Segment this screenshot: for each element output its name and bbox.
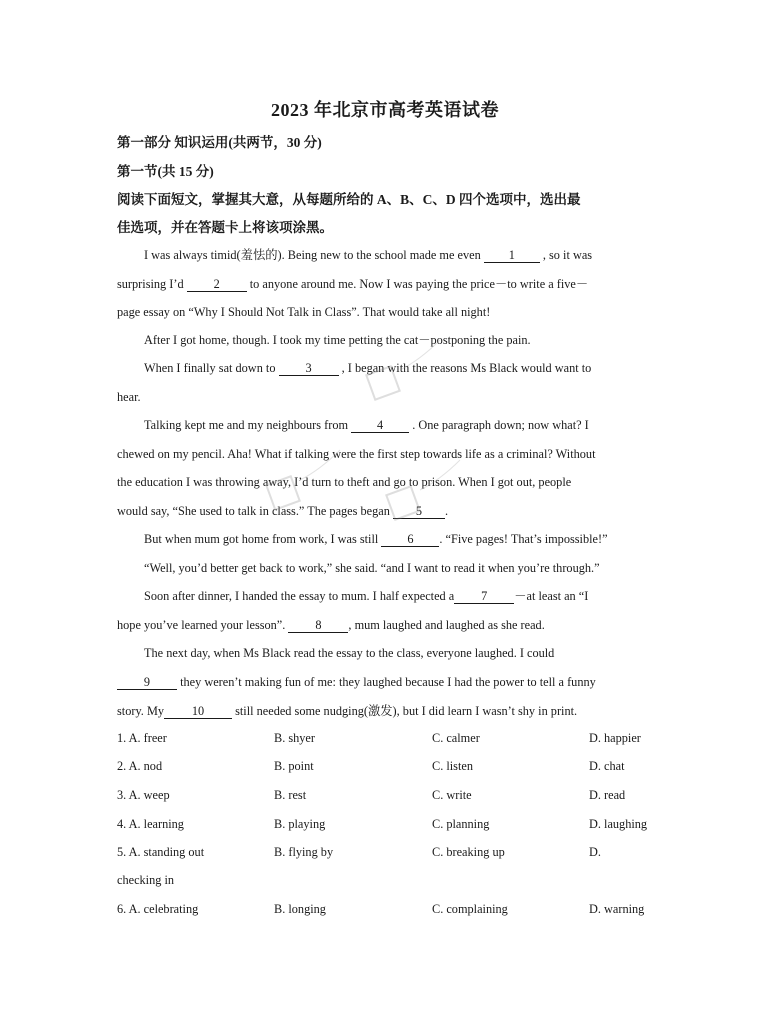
options-row-3 [117, 788, 677, 804]
option: B. playing [274, 817, 326, 831]
passage-text: But when mum got home from work, I was still [144, 532, 379, 546]
option: D. happier [589, 731, 641, 745]
options-row-5-wrap [117, 873, 677, 889]
passage-text: surprising I’d [117, 277, 184, 291]
option: B. rest [274, 788, 307, 802]
instructions-line-1: 阅读下面短文，掌握其大意，从每题所给的 A、B、C、D 四个选项中，选出最 [117, 192, 581, 207]
option: B. shyer [274, 731, 315, 745]
passage-line [117, 674, 657, 690]
option: 3. A. weep [117, 788, 170, 802]
blank-8: 8 [288, 619, 348, 633]
blank-7: 7 [454, 590, 514, 604]
passage-line [144, 588, 684, 604]
blank-2: 2 [187, 278, 247, 292]
blank-4: 4 [351, 419, 409, 433]
passage-line: The next day, when Ms Black read the essay to the class, everyone laughed. I could [144, 646, 555, 660]
option: C. listen [432, 759, 473, 773]
option: B. point [274, 759, 314, 773]
option: D. read [589, 788, 626, 802]
option: B. flying by [274, 845, 334, 859]
passage-text: . One paragraph down; now what? I [412, 418, 589, 432]
passage-line [117, 276, 657, 292]
section-heading: 第一节(共 15 分) [117, 164, 214, 179]
blank-6: 6 [381, 533, 439, 547]
option: D. chat [589, 759, 625, 773]
passage-line: “Well, you’d better get back to work,” she said. “and I want to read it when you’re through.” [144, 561, 600, 575]
passage-text: －at least an “I [514, 589, 589, 603]
blank-5: 5 [393, 505, 445, 519]
passage-line [117, 703, 657, 719]
options-row-4 [117, 817, 677, 833]
passage-text: Talking kept me and my neighbours from [144, 418, 349, 432]
option: 5. A. standing out [117, 845, 205, 859]
passage-line [117, 617, 657, 633]
watermark-logo-icon [250, 330, 510, 550]
passage-line: After I got home, though. I took my time petting the cat－postponing the pain. [144, 333, 531, 347]
options-row-1 [117, 731, 677, 747]
option-wrap: checking in [117, 873, 175, 887]
passage-line: hear. [117, 390, 141, 404]
passage-text: story. My [117, 704, 165, 718]
option: D. laughing [589, 817, 648, 831]
passage-line: the education I was throwing away, I’d turn to theft and go to prison. When I got out, people [117, 475, 572, 489]
passage-text: , so it was [542, 248, 593, 262]
passage-text: . [444, 504, 449, 518]
option: D. warning [589, 902, 645, 916]
instructions-line-2: 佳选项，并在答题卡上将该项涂黑。 [117, 220, 333, 235]
passage-text: , I began with the reasons Ms Black would want to [341, 361, 592, 375]
passage-text: Soon after dinner, I handed the essay to mum. I half expected a [144, 589, 455, 603]
blank-1: 1 [484, 249, 540, 263]
passage-text: I was always timid(羞怯的). Being new to the school made me even [144, 248, 481, 262]
part-heading: 第一部分 知识运用(共两节，30 分) [117, 135, 322, 150]
option: C. breaking up [432, 845, 505, 859]
exam-title: 2023 年北京市高考英语试卷 [271, 100, 499, 120]
option: 2. A. nod [117, 759, 163, 773]
passage-text: . “Five pages! That’s impossible!” [439, 532, 608, 546]
option: D. [589, 845, 601, 859]
option: C. write [432, 788, 472, 802]
options-row-5 [117, 845, 677, 861]
option: C. complaining [432, 902, 508, 916]
options-row-2 [117, 759, 677, 775]
passage-text: hope you’ve learned your lesson”. [117, 618, 286, 632]
option: C. calmer [432, 731, 480, 745]
passage-line [144, 247, 684, 263]
passage-line: page essay on “Why I Should Not Talk in Class”. That would take all night! [117, 305, 491, 319]
blank-9: 9 [117, 676, 177, 690]
options-row-6 [117, 902, 677, 918]
passage-text: they weren’t making fun of me: they laughed because I had the power to tell a funny [180, 675, 596, 689]
passage-text: to anyone around me. Now I was paying the price－to write a five－ [249, 277, 589, 291]
blank-3: 3 [279, 362, 339, 376]
blank-10: 10 [164, 705, 232, 719]
option: 4. A. learning [117, 817, 184, 831]
option: 6. A. celebrating [117, 902, 199, 916]
passage-line: chewed on my pencil. Aha! What if talking were the first step towards life as a criminal? Without [117, 447, 596, 461]
passage-text: still needed some nudging(激发), but I did learn I wasn’t shy in print. [235, 704, 578, 718]
option: B. longing [274, 902, 326, 916]
passage-text: , mum laughed and laughed as she read. [348, 618, 545, 632]
option: C. planning [432, 817, 490, 831]
passage-text: would say, “She used to talk in class.” The pages began [117, 504, 390, 518]
passage-text: When I finally sat down to [144, 361, 276, 375]
option: 1. A. freer [117, 731, 167, 745]
